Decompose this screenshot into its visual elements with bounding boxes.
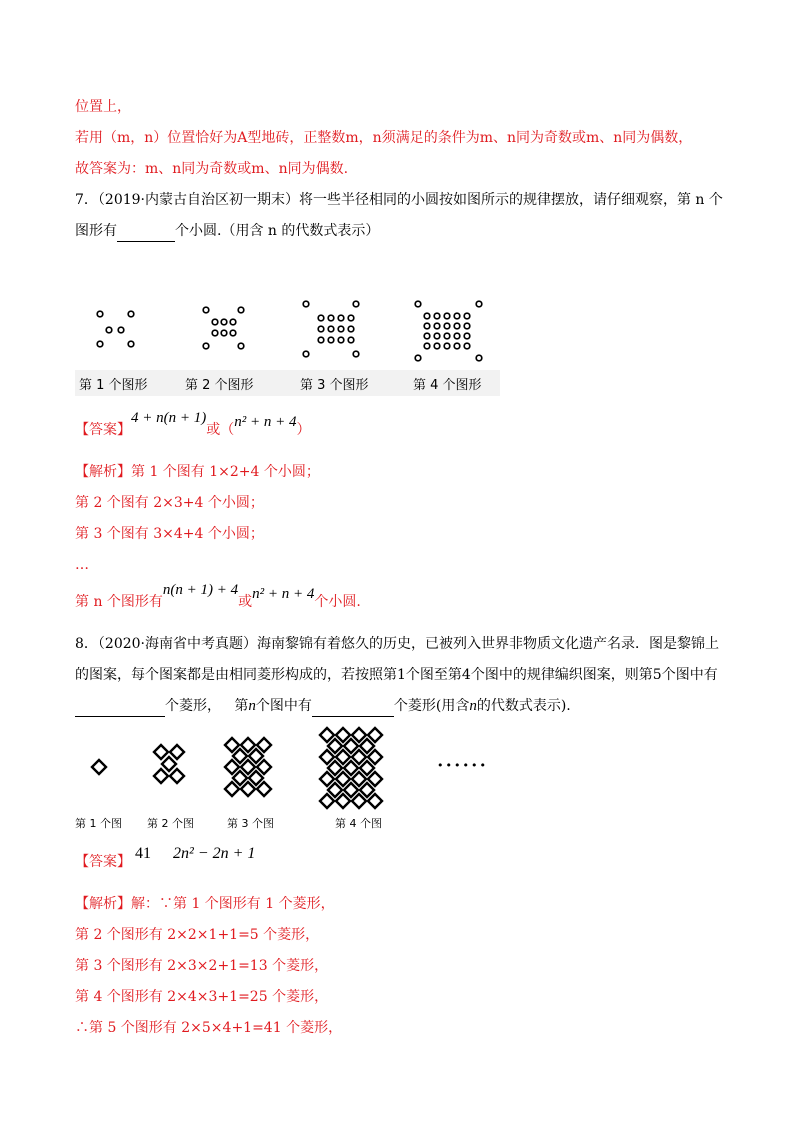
q7-conclusion-text-a: 第 n 个图形有 [75,594,163,610]
q8-analysis-line-4: 第 4 个图形有 2×4×3+1=25 个菱形， [75,989,329,1005]
q8-stem-text-b: 第 [234,698,249,714]
q8-analysis-line-3: 第 3 个图形有 2×3×2+1=13 个菱形， [75,958,329,974]
q8-analysis-line-5: ∴第 5 个图形有 2×5×4+1=41 个菱形， [75,1020,343,1036]
intro-line-2: 若用（m，n）位置恰好为A型地砖，正整数m，n须满足的条件为m、n同为奇数或m、n同为偶数， [75,130,693,146]
q8-analysis-line-1: 【解析】解：∵第 1 个图形有 1 个菱形， [75,896,335,912]
q7-conclusion-text-b: 个小圆. [314,594,361,610]
q7-caption-4: 第 4 个图形 [413,378,482,393]
q7-conclusion-expr-1: n(n + 1) + 4 [162,582,239,598]
q8-stem-line-3 [75,696,571,717]
intro-line-3: 故答案为：m、n同为奇数或m、n同为偶数. [75,161,349,177]
q8-stem-text-e: 的代数式表示). [476,698,571,714]
q7-analysis-line-3: 第 3 个图有 3×4+4 个小圆； [75,526,264,542]
q7-analysis-line-1: 【解析】第 1 个图有 1×2+4 个小圆； [75,464,320,480]
q8-answer-value-2: 2n² − 2n + 1 [173,845,256,862]
q7-analysis-line-2: 第 2 个图有 2×3+4 个小圆； [75,495,264,511]
q7-answer-close: ） [296,422,311,438]
q8-stem-line-2: 的图案，每个图案都是由相同菱形构成的，若按照第1个图至第4个图中的规律编织图案，则第5个图中有 [75,667,718,683]
q8-caption-3: 第 3 个图 [227,817,274,830]
q7-caption-3: 第 3 个图形 [300,378,369,393]
q7-stem-line-2 [75,221,379,242]
q8-stem-text-a: 个菱形， [165,698,221,714]
q8-stem-n-2: n [469,698,477,714]
q8-stem-n-1: n [248,698,256,714]
q7-stem-text-b: 个小圆.（用含 n 的代数式表示） [175,223,380,239]
intro-line-1: 位置上， [75,99,131,115]
q7-conclusion-expr-2: n² + n + 4 [252,586,315,602]
q8-ellipsis-dots: •••••• [437,759,488,772]
q7-answer-blank [117,221,175,242]
q8-stem-text-d: 个菱形(用含 [393,698,470,714]
q7-answer [75,410,311,440]
q7-analysis-ellipsis: … [75,557,89,573]
q8-answer-label: 【答案】 [75,854,131,870]
q8-blank-1 [75,696,165,717]
q7-answer-label: 【答案】 [75,422,131,438]
q8-caption-1: 第 1 个图 [75,817,122,830]
q7-analysis-conclusion [75,582,361,612]
q7-caption-1: 第 1 个图形 [79,378,148,393]
q8-answer [75,845,256,872]
q7-circles-figure [75,292,500,396]
q8-analysis-line-2: 第 2 个图形有 2×2×1+1=5 个菱形， [75,927,320,943]
q7-answer-expr-2: n² + n + 4 [234,414,297,430]
q8-answer-value-1: 41 [135,845,151,862]
q7-answer-expr-1: 4 + n(n + 1) [131,410,207,426]
q8-rhombus-figure [75,725,515,831]
q8-blank-2 [312,696,394,717]
q8-stem-line-1: 8．（2020·海南省中考真题）海南黎锦有着悠久的历史，已被列入世界非物质文化遗产名录．图是黎锦上 [75,636,719,652]
q7-stem-line-1: 7．（2019·内蒙古自治区初一期末）将一些半径相同的小圆按如图所示的规律摆放，请仔细观察，第 n 个 [75,192,723,208]
q7-answer-or: 或（ [206,422,235,438]
q7-caption-2: 第 2 个图形 [185,378,254,393]
q7-conclusion-or: 或 [238,594,253,610]
q8-caption-2: 第 2 个图 [147,817,194,830]
q8-stem-text-c: 个图中有 [255,698,312,714]
q8-caption-4: 第 4 个图 [335,817,382,830]
q7-stem-text-a: 图形有 [75,223,117,239]
